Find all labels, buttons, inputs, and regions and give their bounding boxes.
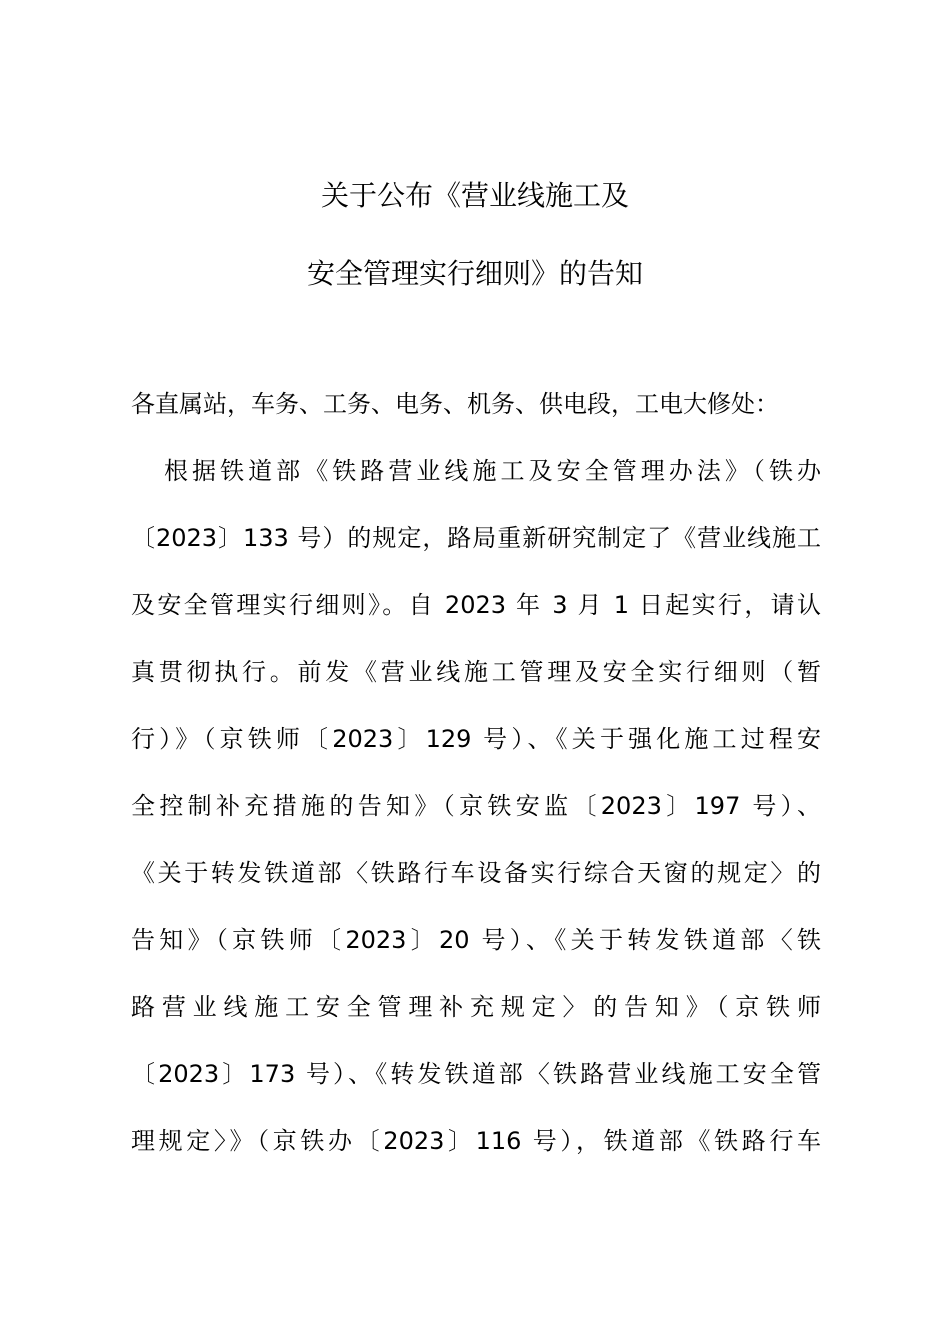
body-line-1: 根据铁道部《铁路营业线施工及安全管理办法》（铁办	[164, 457, 821, 485]
body-line-11: 理规定〉》（京铁办〔2023〕116 号），铁道部《铁路行车	[131, 1127, 821, 1155]
body-line-5: 行）》（京铁师〔2023〕129 号）、《关于强化施工过程安	[131, 725, 821, 753]
body-line-3: 及安全管理实行细则》。自 2023 年 3 月 1 日起实行，请认	[131, 591, 821, 619]
document-title-line-1: 关于公布《营业线施工及	[320, 179, 629, 212]
body-line-6: 全控制补充措施的告知》（京铁安监〔2023〕197 号）、	[131, 792, 821, 820]
body-line-4: 真贯彻执行。前发《营业线施工管理及安全实行细则（暂	[131, 658, 821, 686]
body-line-9: 路营业线施工安全管理补充规定〉的告知》（京铁师	[131, 993, 821, 1021]
body-line-10: 〔2023〕173 号）、《转发铁道部〈铁路营业线施工安全管	[131, 1060, 821, 1088]
body-line-7: 《关于转发铁道部〈铁路行车设备实行综合天窗的规定〉的	[131, 859, 821, 887]
body-line-2: 〔2023〕133 号）的规定，路局重新研究制定了《营业线施工	[131, 524, 821, 552]
body-line-8: 告知》（京铁师〔2023〕20 号）、《关于转发铁道部〈铁	[131, 926, 821, 954]
document-title-line-2: 安全管理实行细则》的告知	[306, 257, 643, 290]
salutation: 各直属站，车务、工务、电务、机务、供电段，工电大修处：	[131, 390, 779, 418]
